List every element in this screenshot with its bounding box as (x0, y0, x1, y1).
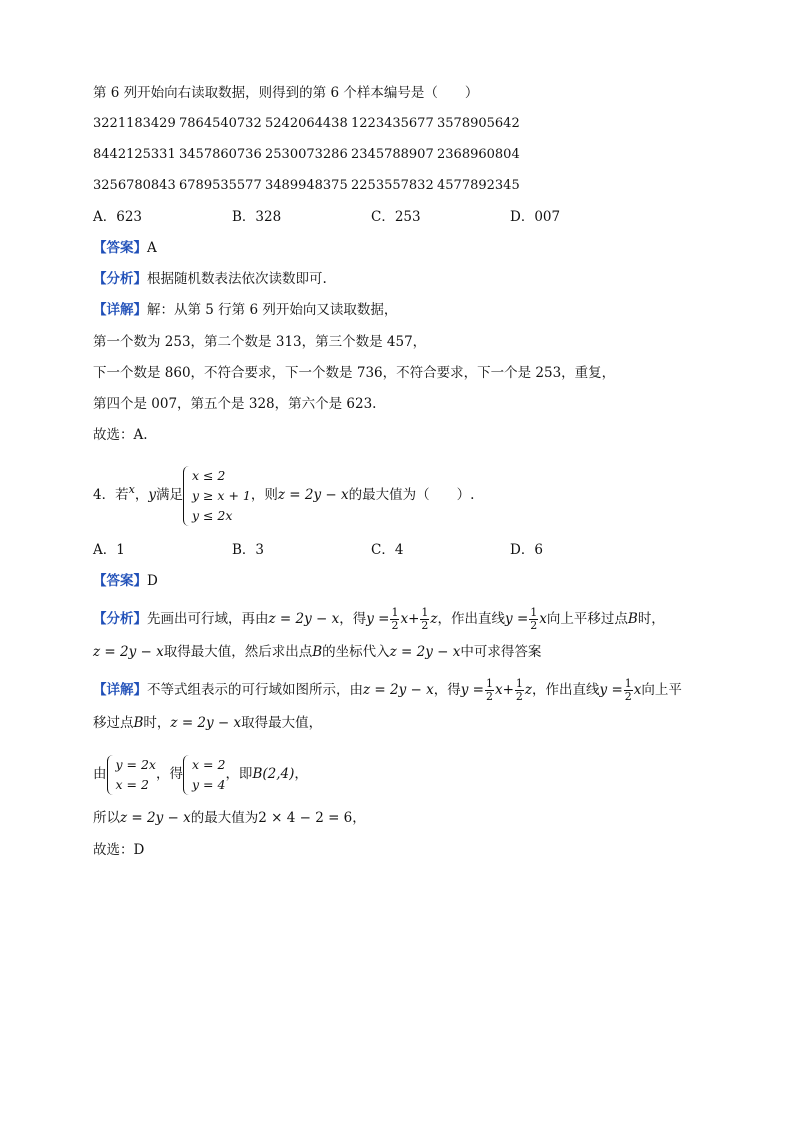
analysis-text: ，得 (339, 611, 367, 627)
fraction-half (624, 678, 633, 703)
then-text: ，则 (250, 487, 278, 503)
constraint-1: x ≤ 2 (191, 467, 226, 483)
satisfy-text: 满足 (155, 487, 183, 503)
line-equation-lhs: y = (460, 682, 484, 698)
denominator: 2 (485, 690, 493, 703)
table-cell: 3221183429 (93, 116, 176, 131)
line-equation-lhs: y = (599, 682, 623, 698)
comma: ， (352, 810, 366, 826)
detail-text: 移过点 (93, 715, 134, 731)
denominator: 2 (515, 690, 523, 703)
q4-detail-solve (93, 752, 308, 796)
analysis-text: ，作出直线 (437, 611, 506, 627)
detail-tag: 【详解】 (93, 302, 147, 318)
var-x: x (539, 611, 547, 627)
table-cell: 5242064438 (265, 116, 348, 131)
random-table-row-3 (93, 177, 520, 195)
q4-options (93, 541, 543, 559)
q3-analysis (93, 270, 327, 288)
analysis-text: 根据随机数表法依次读数即可. (147, 271, 327, 287)
analysis-text: 取得最大值，然后求出点 (163, 644, 313, 660)
equation: x = 2 (115, 776, 149, 792)
table-cell: 2530073286 (265, 147, 348, 162)
table-cell: 3489948375 (265, 178, 348, 193)
objective-function: z = 2y − x (93, 644, 164, 660)
detail-text: ，得 (433, 682, 461, 698)
answer-tag: 【答案】 (93, 240, 147, 256)
analysis-text: 先画出可行域，再由 (147, 611, 269, 627)
q3-detail-2: 第一个数为 253，第二个数是 313，第三个数是 457， (93, 334, 427, 350)
objective-function: z = 2y − x (363, 682, 434, 698)
q4-option-a: A．1 (93, 542, 125, 558)
constraint-system (183, 466, 251, 526)
table-cell: 2368960804 (437, 147, 520, 162)
numerator: 1 (530, 606, 538, 619)
q3-answer (93, 239, 157, 257)
point-b: B (312, 644, 323, 660)
point-b-coordinates: B(2,4) (252, 766, 295, 782)
analysis-text: 的坐标代入 (322, 644, 390, 660)
fraction-half (420, 607, 429, 632)
fraction-half (515, 678, 524, 703)
fraction-half (529, 607, 538, 632)
objective-function: z = 2y − x (120, 810, 191, 826)
table-cell: 6789535577 (179, 178, 262, 193)
q3-detail-4: 第四个是 007，第五个是 328，第六个是 623. (93, 396, 377, 412)
detail-text: 时， (143, 715, 171, 731)
fraction-half (485, 678, 494, 703)
q4-detail-1 (93, 675, 682, 705)
q3-option-d: D．007 (510, 209, 561, 225)
detail-text: 解：从第 5 行第 6 列开始向又读取数据， (147, 302, 398, 318)
constraint-3: y ≤ 2x (191, 507, 233, 523)
var-x: x (633, 682, 642, 698)
detail-text: ，作出直线 (532, 682, 600, 698)
equation: y = 4 (192, 776, 226, 792)
q3-options (93, 208, 560, 226)
constraint-2: y ≥ x + 1 (191, 487, 251, 503)
var-z: z (430, 611, 438, 627)
q4-detail-2 (93, 714, 322, 732)
table-cell: 2253557832 (351, 178, 434, 193)
q4-analysis-2 (93, 643, 541, 661)
var-y: y (148, 487, 156, 503)
table-cell: 2345788907 (351, 147, 434, 162)
analysis-text: 向上平移过点 (546, 611, 628, 627)
random-table-row-1 (93, 115, 520, 133)
q3-option-a: A．623 (93, 209, 143, 225)
q4-analysis-1 (93, 604, 665, 634)
from-text: 由 (93, 766, 107, 782)
q4-stem (93, 460, 474, 526)
fraction-half (390, 607, 399, 632)
table-cell: 7864540732 (179, 116, 262, 131)
detail-text: 取得最大值， (241, 715, 323, 731)
numerator: 1 (624, 677, 632, 690)
comma: ， (294, 766, 308, 782)
q3-stem: 第 6 列开始向右读取数据，则得到的第 6 个样本编号是（ ） (93, 85, 479, 101)
q4-answer (93, 572, 158, 590)
table-cell: 4577892345 (437, 178, 520, 193)
equation-system-1 (107, 755, 157, 795)
numerator: 1 (391, 606, 399, 619)
q4-option-d: D．6 (510, 542, 543, 558)
separator: ， (134, 487, 149, 503)
point-b: B (627, 611, 638, 627)
denominator: 2 (530, 619, 538, 632)
result-expression: 2 × 4 − 2 = 6 (258, 810, 353, 826)
q3-option-b: B．328 (232, 209, 282, 225)
q3-conclusion: 故选：A. (93, 427, 148, 443)
numerator: 1 (485, 677, 493, 690)
denominator: 2 (421, 619, 429, 632)
table-cell: 3578905642 (437, 116, 520, 131)
objective-function: z = 2y − x (277, 487, 349, 503)
objective-function: z = 2y − x (268, 611, 340, 627)
q4-option-c: C．4 (371, 542, 404, 558)
so-text: 的最大值为 (190, 810, 259, 826)
plus-sign: + (408, 611, 420, 627)
equation: x = 2 (192, 756, 226, 772)
table-cell: 1223435677 (351, 116, 434, 131)
numerator: 1 (421, 606, 429, 619)
q4-detail-result (93, 809, 366, 827)
equation-system-2 (183, 755, 225, 795)
line-equation-lhs: y = (366, 611, 390, 627)
answer-tag: 【答案】 (93, 573, 147, 589)
var-x: x (494, 682, 503, 698)
get-text: ，得 (156, 766, 183, 782)
answer-value: A (147, 240, 157, 256)
q4-conclusion: 故选：D (93, 842, 145, 858)
question-number: 4．若 (93, 487, 129, 503)
point-b: B (133, 715, 144, 731)
q4-option-b: B．3 (232, 542, 265, 558)
denominator: 2 (391, 619, 399, 632)
table-cell: 8442125331 (93, 147, 176, 162)
denominator: 2 (624, 690, 632, 703)
var-x: x (400, 611, 409, 627)
var-z: z (524, 682, 533, 698)
analysis-tag: 【分析】 (93, 271, 147, 287)
equation: y = 2x (115, 756, 156, 772)
var-x: x (128, 483, 135, 496)
table-cell: 3457860736 (179, 147, 262, 162)
q3-detail-3: 下一个数是 860，不符合要求，下一个数是 736，不符合要求，下一个是 253，重复， (93, 365, 616, 381)
objective-function: z = 2y − x (389, 644, 461, 660)
detail-text: 向上平 (641, 682, 682, 698)
random-table-row-2 (93, 146, 520, 164)
so-text: 所以 (93, 810, 120, 826)
detail-text: 不等式组表示的可行域如图所示，由 (147, 682, 363, 698)
q3-detail-1 (93, 301, 397, 319)
line-equation-lhs: y = (505, 611, 529, 627)
q3-option-c: C．253 (371, 209, 421, 225)
ie-text: ，即 (225, 766, 253, 782)
plus-sign: + (502, 682, 514, 698)
question-ask: 的最大值为（ ）. (348, 487, 475, 503)
detail-tag: 【详解】 (93, 682, 147, 698)
objective-function: z = 2y − x (170, 715, 242, 731)
analysis-text: 中可求得答案 (460, 644, 542, 660)
analysis-text: 时， (637, 611, 665, 627)
table-cell: 3256780843 (93, 178, 176, 193)
analysis-tag: 【分析】 (93, 611, 147, 627)
answer-value: D (147, 573, 158, 589)
numerator: 1 (515, 677, 523, 690)
